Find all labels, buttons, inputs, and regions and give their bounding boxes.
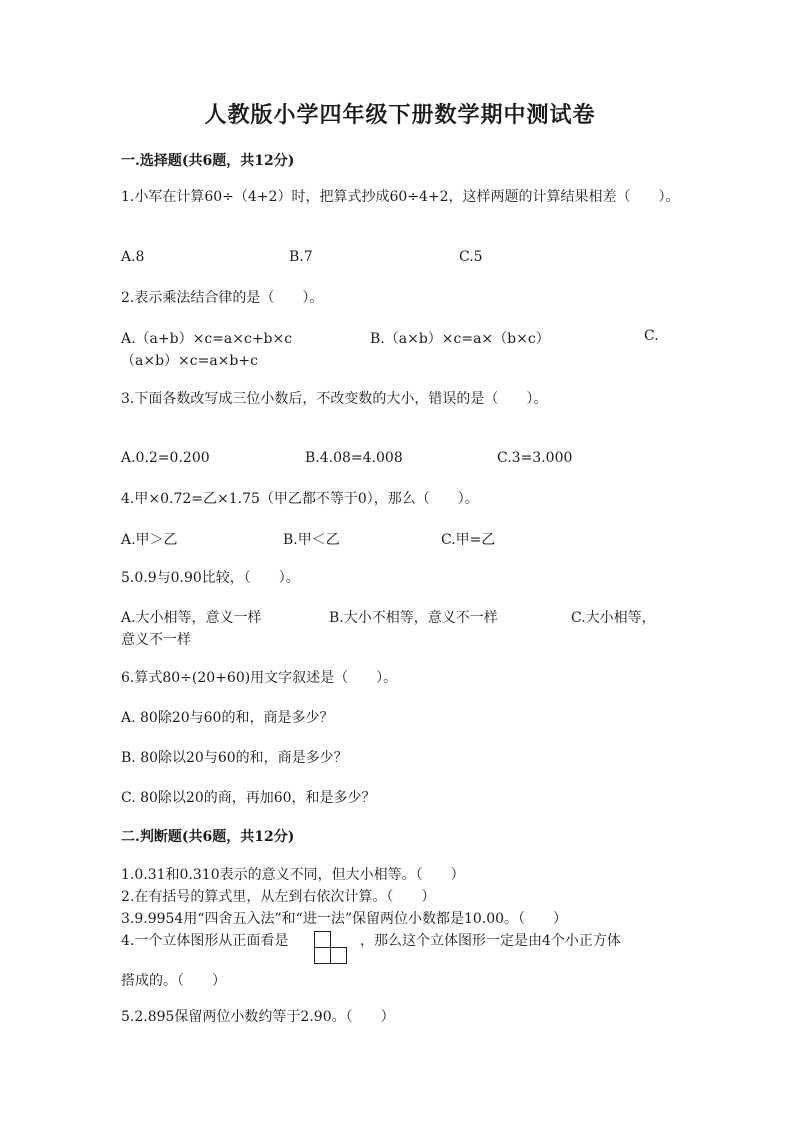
question-2-option-b: B.（a×b）×c=a×（b×c） [370,331,550,347]
judgement-4-part2: ，那么这个立体图形一定是由4个小正方体 [360,933,621,949]
judgement-2: 2.在有括号的算式里，从左到右依次计算。（ ） [121,889,436,905]
question-6-option-a: A. 80除20与60的和，商是多少？ [121,710,334,726]
judgement-3: 3.9.9954用“四舍五入法”和“进一法”保留两位小数都是10.00。（ ） [121,911,568,927]
question-3-option-b: B.4.08=4.008 [305,450,403,466]
question-5-option-c-text: 意义不一样 [121,632,191,648]
question-5-option-a: A.大小相等，意义一样 [121,610,262,626]
question-5-option-b: B.大小不相等，意义不一样 [329,610,498,626]
question-6-option-c: C. 80除以20的商，再加60，和是多少？ [121,790,376,806]
question-1-stem: 1.小军在计算60÷（4+2）时，把算式抄成60÷4+2，这样两题的计算结果相差（ ）。 [121,189,680,205]
question-1-option-a: A.8 [121,249,145,265]
question-2-stem: 2.表示乘法结合律的是（ ）。 [121,290,324,306]
judgement-4-part1: 4.一个立体图形从正面看是 [121,933,289,949]
question-4-option-a: A.甲＞乙 [121,532,178,548]
question-3-option-c: C.3=3.000 [497,450,573,466]
question-4-option-c: C.甲=乙 [441,532,496,548]
question-3-option-a: A.0.2=0.200 [121,450,210,466]
section-choice-header: 一.选择题(共6题，共12分) [121,153,295,169]
question-2-option-a: A.（a+b）×c=a×c+b×c [121,331,293,347]
page-title: 人教版小学四年级下册数学期中测试卷 [204,102,596,128]
question-5-stem: 5.0.9与0.90比较，（ ）。 [121,570,300,586]
question-4-stem: 4.甲×0.72=乙×1.75（甲乙都不等于0），那么（ ）。 [121,491,479,507]
judgement-1: 1.0.31和0.310表示的意义不同，但大小相等。（ ） [121,867,465,883]
front-view-cube-figure [314,931,348,965]
section-judgement-header: 二.判断题(共6题，共12分) [121,829,295,845]
question-2-option-c-label: C. [644,328,659,344]
question-3-stem: 3.下面各数改写成三位小数后，不改变数的大小，错误的是（ ）。 [121,391,548,407]
question-1-option-c: C.5 [459,249,483,265]
question-6-stem: 6.算式80÷(20+60)用文字叙述是（ ）。 [121,670,398,686]
question-2-option-c-text: （a×b）×c=a×b+c [121,353,258,369]
question-6-option-b: B. 80除以20与60的和，商是多少？ [121,750,348,766]
judgement-4-part3: 搭成的。（ ） [121,973,226,989]
question-1-option-b: B.7 [289,249,313,265]
question-4-option-b: B.甲＜乙 [283,532,340,548]
judgement-5: 5.2.895保留两位小数约等于2.90。（ ） [121,1009,395,1025]
question-5-option-c-label: C.大小相等， [571,610,656,626]
